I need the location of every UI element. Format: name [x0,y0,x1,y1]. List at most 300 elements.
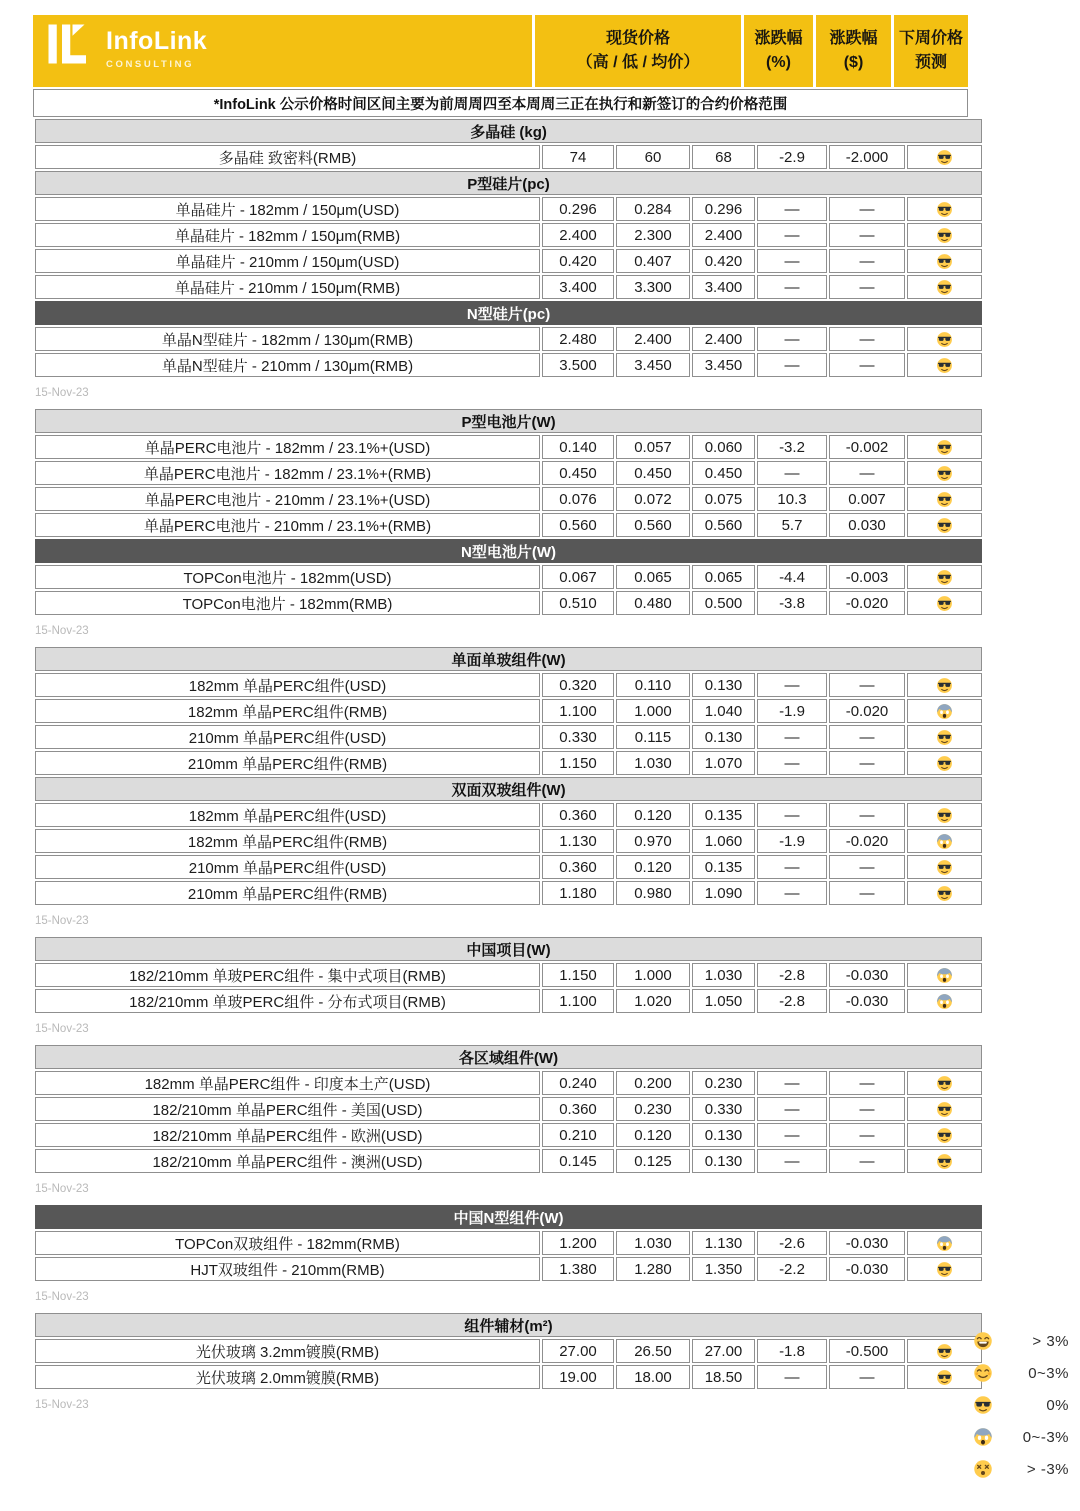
price-high: 0.450 [542,461,614,485]
sunglasses-emoji-icon [936,1075,953,1092]
table-row [35,565,982,589]
change-usd: 0.030 [829,513,905,537]
change-usd: — [829,461,905,485]
row-label: TOPCon电池片 - 182mm(RMB) [35,591,540,615]
price-avg: 3.450 [692,353,755,377]
table-row [35,1149,982,1173]
price-high: 0.420 [542,249,614,273]
price-high: 1.200 [542,1231,614,1255]
prediction [907,725,982,749]
price-low: 3.300 [616,275,690,299]
price-avg: 0.330 [692,1097,755,1121]
change-usd: -0.020 [829,699,905,723]
table-row [35,1071,982,1095]
price-avg: 1.070 [692,751,755,775]
price-avg: 0.500 [692,591,755,615]
price-low: 1.000 [616,963,690,987]
price-avg: 0.060 [692,435,755,459]
scream-emoji-icon [973,1427,993,1447]
change-pct: — [757,673,827,697]
sunglasses-emoji-icon [936,729,953,746]
sunglasses-emoji-icon [936,569,953,586]
table-row [35,699,982,723]
change-pct: — [757,461,827,485]
price-high: 1.380 [542,1257,614,1281]
date-stamp: 15-Nov-23 [35,1183,89,1195]
change-pct: — [757,1123,827,1147]
change-usd: -0.020 [829,829,905,853]
change-pct: — [757,855,827,879]
row-label: 210mm 单晶PERC组件(RMB) [35,881,540,905]
change-pct: -4.4 [757,565,827,589]
table-row [35,275,982,299]
table-row [35,513,982,537]
sunglasses-emoji-icon [936,149,953,166]
section-header: N型电池片(W) [35,539,982,563]
prediction [907,751,982,775]
price-avg: 1.350 [692,1257,755,1281]
sunglasses-emoji-icon [936,253,953,270]
prediction [907,1257,982,1281]
price-high: 0.076 [542,487,614,511]
price-low: 0.057 [616,435,690,459]
change-pct: — [757,223,827,247]
price-high: 0.330 [542,725,614,749]
table-row [35,435,982,459]
change-pct: — [757,881,827,905]
row-label: 182/210mm 单晶PERC组件 - 美国(USD) [35,1097,540,1121]
price-low: 0.480 [616,591,690,615]
price-avg: 27.00 [692,1339,755,1363]
change-pct: -3.8 [757,591,827,615]
price-avg: 0.450 [692,461,755,485]
scream-emoji-icon [936,1235,953,1252]
change-pct: -3.2 [757,435,827,459]
change-pct: — [757,803,827,827]
table-row [35,751,982,775]
section-header-row [35,301,982,325]
infolink-logo-mark-icon [47,22,95,66]
change-usd: — [829,1149,905,1173]
price-avg: 1.090 [692,881,755,905]
change-usd: -0.020 [829,591,905,615]
price-avg: 3.400 [692,275,755,299]
price-high: 1.100 [542,989,614,1013]
price-low: 1.000 [616,699,690,723]
scream-emoji-icon [936,703,953,720]
sunglasses-emoji-icon [936,1369,953,1386]
price-low: 0.120 [616,803,690,827]
price-avg: 0.065 [692,565,755,589]
section-header: P型电池片(W) [35,409,982,433]
row-label: 单晶N型硅片 - 210mm / 130μm(RMB) [35,353,540,377]
scream-emoji-icon [936,833,953,850]
brand-subtitle: CONSULTING [106,59,195,71]
sunglasses-emoji-icon [936,677,953,694]
legend-label: 0~3% [1028,1364,1069,1382]
change-usd: — [829,197,905,221]
prediction [907,1071,982,1095]
price-table [33,935,984,1015]
change-usd: — [829,855,905,879]
legend-item [973,1426,1069,1448]
change-pct: — [757,1365,827,1389]
table-row [35,197,982,221]
price-low: 0.072 [616,487,690,511]
price-avg: 0.296 [692,197,755,221]
price-table [33,407,984,617]
change-pct: -1.9 [757,699,827,723]
price-low: 2.300 [616,223,690,247]
table-row [35,829,982,853]
price-low: 1.280 [616,1257,690,1281]
change-pct: — [757,249,827,273]
price-low: 0.120 [616,1123,690,1147]
section-header: P型硅片(pc) [35,171,982,195]
legend-label: 0~-3% [1022,1428,1069,1446]
change-usd: -0.003 [829,565,905,589]
price-low: 1.030 [616,1231,690,1255]
row-label: 182mm 单晶PERC组件(USD) [35,803,540,827]
change-pct: -2.8 [757,963,827,987]
column-header-change-usd: 涨跌幅 ($) [816,15,891,87]
price-high: 1.150 [542,963,614,987]
table-row [35,963,982,987]
price-low: 1.030 [616,751,690,775]
sunglasses-emoji-icon [936,227,953,244]
change-usd: -0.500 [829,1339,905,1363]
price-high: 0.240 [542,1071,614,1095]
row-label: 210mm 单晶PERC组件(RMB) [35,751,540,775]
prediction [907,673,982,697]
change-pct: — [757,353,827,377]
price-avg: 2.400 [692,327,755,351]
row-label: 182mm 单晶PERC组件(RMB) [35,699,540,723]
prediction [907,461,982,485]
prediction [907,963,982,987]
date-stamp: 15-Nov-23 [35,625,89,637]
table-row [35,1365,982,1389]
legend-label: > 3% [1032,1332,1069,1350]
price-avg: 0.075 [692,487,755,511]
price-avg: 0.135 [692,803,755,827]
prediction [907,591,982,615]
sunglasses-emoji-icon [936,1153,953,1170]
prediction [907,353,982,377]
column-header-next-week-forecast: 下周价格 预测 [894,15,968,87]
price-low: 0.560 [616,513,690,537]
section-header-row [35,539,982,563]
table-row [35,1339,982,1363]
price-low: 0.120 [616,855,690,879]
date-stamp: 15-Nov-23 [35,1399,89,1411]
brand-text [106,29,207,72]
section-header-row [35,409,982,433]
change-usd: -0.030 [829,989,905,1013]
prediction [907,1231,982,1255]
change-usd: -0.030 [829,1257,905,1281]
price-avg: 0.230 [692,1071,755,1095]
change-pct: — [757,197,827,221]
price-high: 1.180 [542,881,614,905]
table-row [35,461,982,485]
change-usd: -0.030 [829,1231,905,1255]
row-label: 210mm 单晶PERC组件(USD) [35,855,540,879]
sunglasses-emoji-icon [936,331,953,348]
price-low: 18.00 [616,1365,690,1389]
scream-emoji-icon [936,993,953,1010]
prediction [907,145,982,169]
row-label: 光伏玻璃 2.0mm镀膜(RMB) [35,1365,540,1389]
change-usd: — [829,751,905,775]
price-high: 0.360 [542,1097,614,1121]
prediction [907,223,982,247]
change-usd: — [829,249,905,273]
price-high: 1.130 [542,829,614,853]
change-pct: -1.9 [757,829,827,853]
legend-label: > -3% [1026,1460,1069,1478]
table-row [35,673,982,697]
legend-item [973,1362,1069,1384]
table-row [35,989,982,1013]
row-label: 单晶PERC电池片 - 210mm / 23.1%+(RMB) [35,513,540,537]
prediction [907,803,982,827]
sunglasses-emoji-icon [936,201,953,218]
table-row [35,1097,982,1121]
price-avg: 1.130 [692,1231,755,1255]
price-avg: 0.135 [692,855,755,879]
section-header: 多晶硅 (kg) [35,119,982,143]
change-usd: — [829,1365,905,1389]
prediction [907,435,982,459]
table-row [35,803,982,827]
row-label: 单晶N型硅片 - 182mm / 130μm(RMB) [35,327,540,351]
price-avg: 0.130 [692,1123,755,1147]
sunglasses-emoji-icon [936,807,953,824]
price-table [33,117,984,379]
brand-name: InfoLink [106,27,208,56]
price-table [33,645,984,907]
price-high: 27.00 [542,1339,614,1363]
price-low: 0.980 [616,881,690,905]
row-label: 单晶硅片 - 182mm / 150μm(RMB) [35,223,540,247]
price-high: 0.210 [542,1123,614,1147]
legend-item [973,1458,1069,1480]
change-usd: — [829,223,905,247]
price-high: 0.510 [542,591,614,615]
prediction [907,1365,982,1389]
prediction [907,1123,982,1147]
price-avg: 1.040 [692,699,755,723]
change-usd: — [829,353,905,377]
row-label: 182mm 单晶PERC组件 - 印度本土产(USD) [35,1071,540,1095]
date-stamp: 15-Nov-23 [35,1023,89,1035]
price-low: 1.020 [616,989,690,1013]
change-pct: — [757,1149,827,1173]
sunglasses-emoji-icon [936,885,953,902]
prediction [907,1149,982,1173]
section-header-row [35,1313,982,1337]
prediction [907,1339,982,1363]
prediction [907,989,982,1013]
row-label: 单晶PERC电池片 - 182mm / 23.1%+(USD) [35,435,540,459]
section-header-row [35,1045,982,1069]
price-low: 2.400 [616,327,690,351]
price-low: 0.125 [616,1149,690,1173]
prediction [907,487,982,511]
prediction [907,699,982,723]
sunglasses-emoji-icon [973,1395,993,1415]
change-pct: -1.8 [757,1339,827,1363]
price-avg: 0.130 [692,725,755,749]
section-header: 各区域组件(W) [35,1045,982,1069]
sunglasses-emoji-icon [936,439,953,456]
note-row: *InfoLink 公示价格时间区间主要为前周周四至本周周三正在执行和新签订的合约价格范围 [33,89,968,117]
section-header-row [35,119,982,143]
change-pct: — [757,275,827,299]
table-row [35,327,982,351]
price-low: 0.284 [616,197,690,221]
prediction [907,855,982,879]
sunglasses-emoji-icon [936,859,953,876]
change-pct: — [757,1097,827,1121]
change-usd: — [829,275,905,299]
price-high: 1.100 [542,699,614,723]
price-high: 3.500 [542,353,614,377]
price-low: 0.110 [616,673,690,697]
change-pct: 5.7 [757,513,827,537]
price-table [33,1043,984,1175]
prediction [907,1097,982,1121]
table-row [35,487,982,511]
change-usd: — [829,725,905,749]
row-label: 182/210mm 单玻PERC组件 - 分布式项目(RMB) [35,989,540,1013]
table-row [35,145,982,169]
table-row [35,725,982,749]
price-high: 0.296 [542,197,614,221]
section-header: 单面单玻组件(W) [35,647,982,671]
price-high: 3.400 [542,275,614,299]
price-high: 1.150 [542,751,614,775]
column-header-spot-price: 现货价格 （高 / 低 / 均价） [535,15,741,87]
price-low: 0.970 [616,829,690,853]
change-pct: — [757,751,827,775]
price-low: 0.065 [616,565,690,589]
row-label: 210mm 单晶PERC组件(USD) [35,725,540,749]
price-high: 0.140 [542,435,614,459]
price-high: 0.067 [542,565,614,589]
sunglasses-emoji-icon [936,755,953,772]
sunglasses-emoji-icon [936,491,953,508]
sunglasses-emoji-icon [936,279,953,296]
row-label: 单晶PERC电池片 - 210mm / 23.1%+(USD) [35,487,540,511]
change-usd: — [829,327,905,351]
section-header: N型硅片(pc) [35,301,982,325]
price-high: 0.360 [542,803,614,827]
smile-emoji-icon [973,1363,993,1383]
change-usd: -2.000 [829,145,905,169]
prediction [907,565,982,589]
price-high: 0.560 [542,513,614,537]
legend-item [973,1394,1069,1416]
table-row [35,1257,982,1281]
sunglasses-emoji-icon [936,595,953,612]
table-header [33,15,968,87]
change-usd: — [829,1123,905,1147]
column-header-change-pct: 涨跌幅 (%) [744,15,813,87]
sunglasses-emoji-icon [936,1343,953,1360]
prediction [907,275,982,299]
row-label: 182mm 单晶PERC组件(RMB) [35,829,540,853]
price-avg: 1.050 [692,989,755,1013]
price-low: 3.450 [616,353,690,377]
price-table [33,1311,984,1391]
price-table [33,1203,984,1283]
change-pct: — [757,1071,827,1095]
date-stamp: 15-Nov-23 [35,1291,89,1303]
change-pct: — [757,327,827,351]
row-label: 182mm 单晶PERC组件(USD) [35,673,540,697]
price-high: 2.480 [542,327,614,351]
sunglasses-emoji-icon [936,465,953,482]
price-avg: 68 [692,145,755,169]
price-high: 19.00 [542,1365,614,1389]
prediction [907,513,982,537]
section-header: 中国项目(W) [35,937,982,961]
section-header-row [35,647,982,671]
price-high: 2.400 [542,223,614,247]
sunglasses-emoji-icon [936,357,953,374]
change-pct: -2.9 [757,145,827,169]
sunglasses-emoji-icon [936,1101,953,1118]
dizzy-emoji-icon [973,1459,993,1479]
infolink-logo [33,15,532,87]
change-usd: — [829,673,905,697]
change-usd: — [829,1071,905,1095]
change-pct: -2.8 [757,989,827,1013]
price-high: 0.320 [542,673,614,697]
report-blocks [33,117,968,1419]
price-low: 60 [616,145,690,169]
prediction [907,327,982,351]
change-usd: — [829,1097,905,1121]
section-header-row [35,1205,982,1229]
price-high: 74 [542,145,614,169]
price-low: 0.230 [616,1097,690,1121]
price-low: 0.450 [616,461,690,485]
sunglasses-emoji-icon [936,517,953,534]
forecast-legend [973,1330,1069,1480]
price-avg: 1.030 [692,963,755,987]
price-report [33,15,968,1419]
change-pct: 10.3 [757,487,827,511]
date-stamp: 15-Nov-23 [35,387,89,399]
section-header: 中国N型组件(W) [35,1205,982,1229]
price-low: 26.50 [616,1339,690,1363]
price-avg: 18.50 [692,1365,755,1389]
price-high: 0.145 [542,1149,614,1173]
row-label: 182/210mm 单晶PERC组件 - 欧洲(USD) [35,1123,540,1147]
price-low: 0.407 [616,249,690,273]
change-pct: -2.2 [757,1257,827,1281]
prediction [907,881,982,905]
change-usd: -0.030 [829,963,905,987]
section-header-row [35,171,982,195]
date-stamp: 15-Nov-23 [35,915,89,927]
change-usd: 0.007 [829,487,905,511]
row-label: 182/210mm 单玻PERC组件 - 集中式项目(RMB) [35,963,540,987]
prediction [907,829,982,853]
